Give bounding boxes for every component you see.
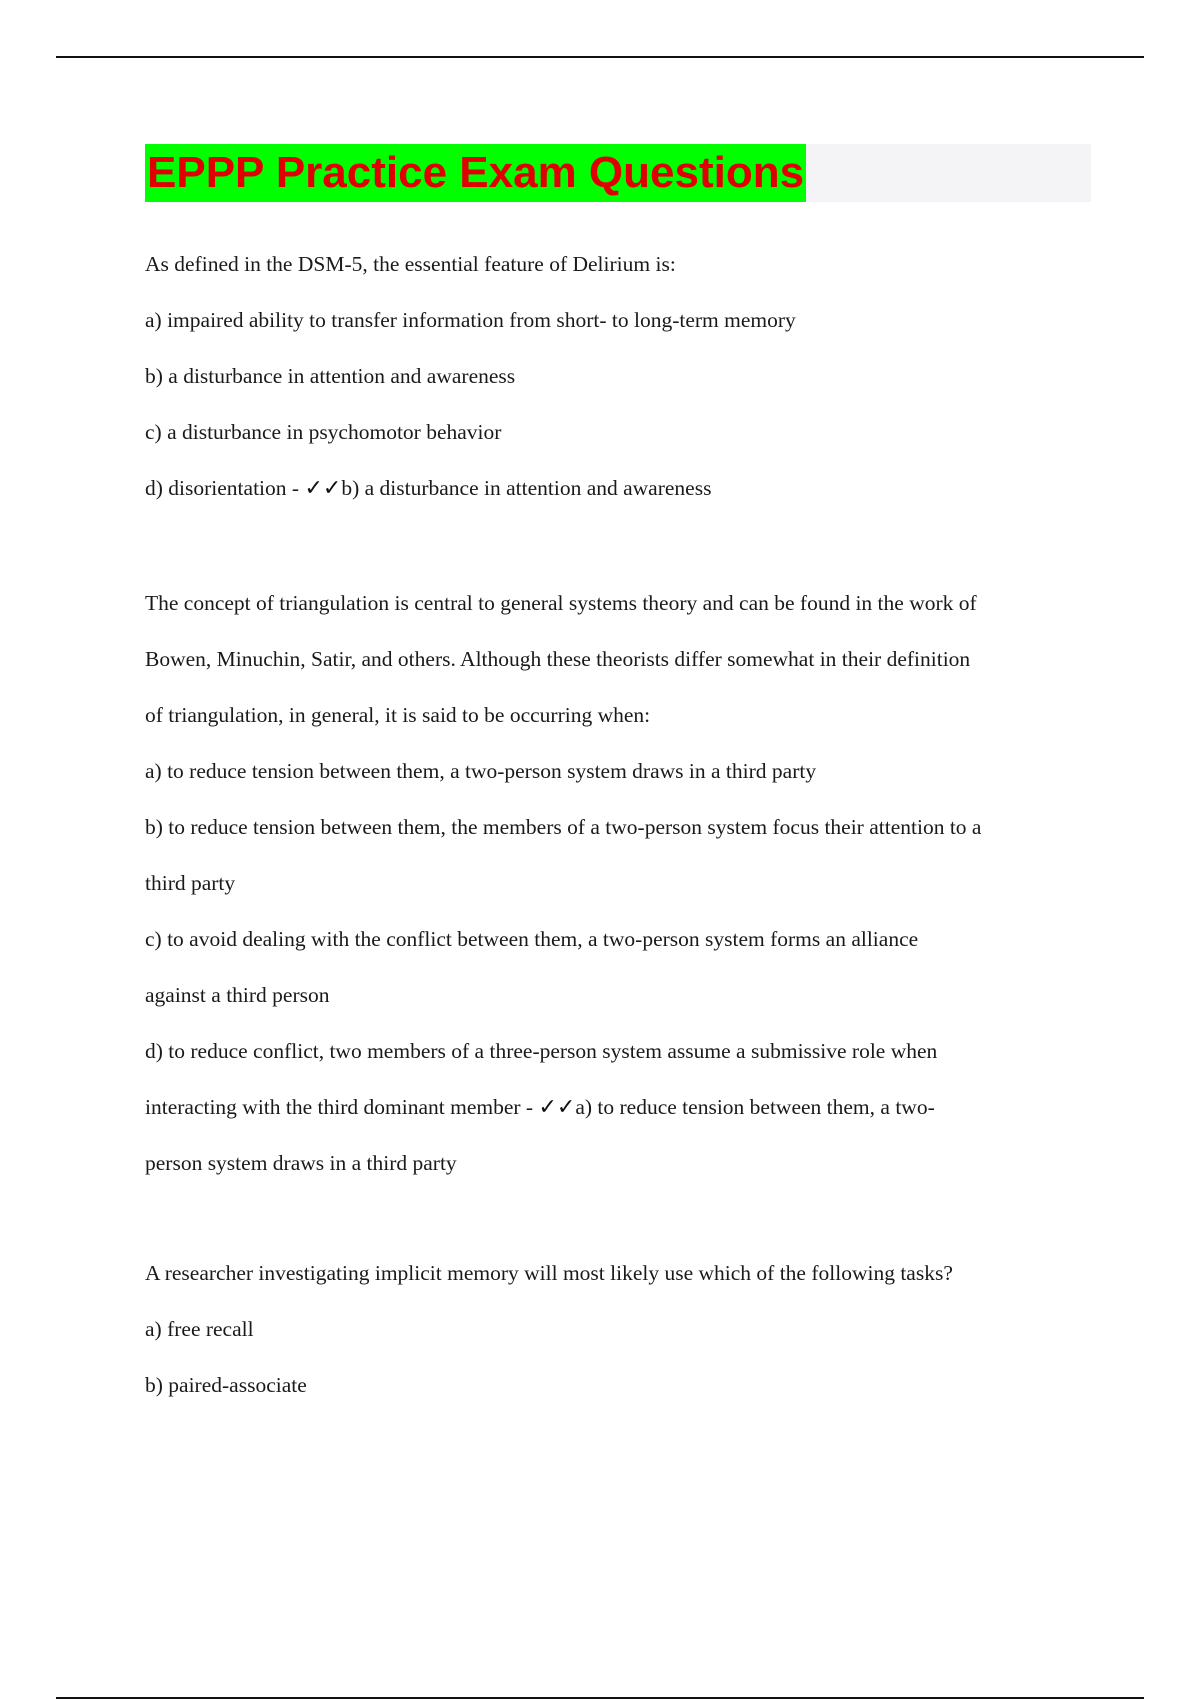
question-2-answer-cont: person system draws in a third party bbox=[145, 1151, 457, 1175]
question-3 bbox=[145, 1259, 1095, 1427]
question-2-option-b-cont: third party bbox=[145, 871, 236, 895]
question-2-option-b: b) to reduce tension between them, the members of a two-person system focus their attention to a bbox=[145, 815, 982, 839]
question-1-option-a: a) impaired ability to transfer information from short- to long-term memory bbox=[145, 308, 796, 332]
top-rule bbox=[56, 56, 1144, 58]
question-1-option-b: b) a disturbance in attention and awareness bbox=[145, 364, 516, 388]
check-mark-icon: ✓✓ bbox=[304, 476, 342, 501]
question-2-stem-line-2: Bowen, Minuchin, Satir, and others. Although these theorists differ somewhat in their definition bbox=[145, 647, 971, 671]
question-2-option-d-cont: interacting with the third dominant member - bbox=[145, 1095, 539, 1119]
question-2-option-c: c) to avoid dealing with the conflict between them, a two-person system forms an alliance bbox=[145, 927, 919, 951]
question-1-answer: b) a disturbance in attention and awareness bbox=[341, 476, 712, 500]
question-3-option-a: a) free recall bbox=[145, 1317, 254, 1341]
question-2-stem-line-3: of triangulation, in general, it is said to be occurring when: bbox=[145, 703, 651, 727]
question-3-stem: A researcher investigating implicit memory will most likely use which of the following tasks? bbox=[145, 1261, 953, 1285]
question-1-option-d: d) disorientation - bbox=[145, 476, 305, 500]
bottom-rule bbox=[56, 1697, 1144, 1699]
question-3-option-b: b) paired-associate bbox=[145, 1373, 307, 1397]
question-1-stem: As defined in the DSM-5, the essential feature of Delirium is: bbox=[145, 252, 676, 276]
question-2-stem-line-1: The concept of triangulation is central to general systems theory and can be found in the work of bbox=[145, 591, 977, 615]
spacer bbox=[145, 530, 1095, 589]
spacer bbox=[145, 1205, 1095, 1259]
question-1-option-c: c) a disturbance in psychomotor behavior bbox=[145, 420, 502, 444]
document-title: EPPP Practice Exam Questions bbox=[145, 144, 806, 202]
question-2-answer: a) to reduce tension between them, a two- bbox=[575, 1095, 935, 1119]
document-body bbox=[145, 250, 1095, 1427]
question-2-option-d: d) to reduce conflict, two members of a three-person system assume a submissive role when bbox=[145, 1039, 938, 1063]
question-1-answer-line bbox=[145, 474, 1095, 530]
question-2-option-c-cont: against a third person bbox=[145, 983, 330, 1007]
question-2-option-a: a) to reduce tension between them, a two-person system draws in a third party bbox=[145, 759, 817, 783]
check-mark-icon: ✓✓ bbox=[538, 1095, 576, 1120]
question-1 bbox=[145, 250, 1095, 530]
question-2 bbox=[145, 589, 1095, 1205]
question-2-answer-line bbox=[145, 1093, 1095, 1149]
